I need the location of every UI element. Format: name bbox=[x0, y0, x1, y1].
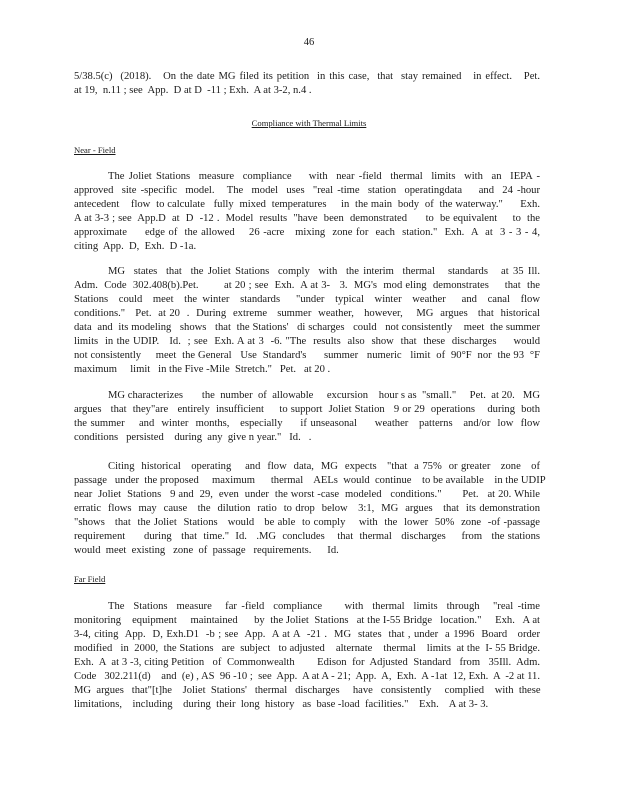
text-line: erratic flows may cause the dilution ratio to drop below 3:1, MG argues that its demonstration bbox=[74, 503, 540, 514]
text-line: data and its modeling shows that the Stations' di scharges could not consistently meet the summer bbox=[74, 322, 540, 333]
text-line: antecedent flow to calculate fully mixed temperatures in the main body of the waterway." Exh. bbox=[74, 199, 540, 210]
text-line: 3-4, citing App. D, Exh.D1 -b ; see App. A at A -21 . MG states that , under a 1996 Board order bbox=[74, 629, 540, 640]
text-line: Code 302.211(d) and (e) , AS 96 -10 ; see App. A at A - 21; App. A, Exh. A -1at 12, Exh. A -2 at 11. bbox=[74, 671, 540, 682]
text-line: MG states that the Joliet Stations comply with the interim thermal standards at 35 Ill. bbox=[108, 266, 540, 277]
intro-paragraph bbox=[74, 70, 540, 98]
text-line: The Stations measure far -field compliance with thermal limits through "real -time bbox=[108, 601, 540, 612]
text-line: at 19, n.11 ; see App. D at D -11 ; Exh. A at 3-2, n.4 . bbox=[74, 85, 312, 96]
text-line: requirement during that time." Id. .MG concludes that thermal discharges from the stations bbox=[74, 531, 540, 542]
paragraph bbox=[74, 265, 540, 377]
text-line: argues that they"are entirely insufficient to support Joliet Station 9 or 29 operations during both bbox=[74, 404, 540, 415]
text-line: passage under the proposed maximum thermal AELs would continue to be available in the UDIP bbox=[74, 475, 546, 486]
text-line: Stations could meet the winter standards "under typical winter weather and canal flow bbox=[74, 294, 540, 305]
text-line: not consistently meet the General Use Standard's summer numeric limit of 90°F nor the 93 °F bbox=[74, 350, 540, 361]
text-line: MG characterizes the number of allowable excursion hour s as "small." Pet. at 20. MG bbox=[108, 390, 540, 401]
text-line: limitations, including during their long history as base -load facilities." Exh. A at 3- 3. bbox=[74, 699, 489, 710]
text-line: maximum limit in the Five -Mile Stretch." Pet. at 20 . bbox=[74, 364, 331, 375]
near-field-heading: Near - Field bbox=[74, 145, 116, 155]
text-line: limits in the UDIP. Id. ; see Exh. A at 3 -6. "The results also show that these discharges would bbox=[74, 336, 540, 347]
paragraph bbox=[74, 170, 540, 254]
text-line: "shows that the Joliet Stations would be able to comply with the lower 50% zone -of -passage bbox=[74, 517, 540, 528]
paragraph bbox=[74, 460, 546, 558]
text-line: Exh. A at 3 -3, citing Petition of Commonwealth Edison for Adjusted Standard from 35Ill. Adm. bbox=[74, 657, 540, 668]
text-line: citing App. D, Exh. D -1a. bbox=[74, 241, 197, 252]
text-line: conditions persisted during any give n year." Id. . bbox=[74, 432, 312, 443]
text-line: near Joliet Stations 9 and 29, even under the worst -case modeled conditions." Pet. at 20. While bbox=[74, 489, 540, 500]
text-line: The Joliet Stations measure compliance with near -field thermal limits with an IEPA - bbox=[108, 171, 540, 182]
text-line: modified in 2000, the Stations are subject to adjusted alternate thermal limits at the I- 55 Bridge. bbox=[74, 643, 540, 654]
section-heading: Compliance with Thermal Limits bbox=[251, 118, 367, 128]
text-line: would meet existing zone of passage requirements. Id. bbox=[74, 545, 339, 556]
paragraph bbox=[74, 600, 540, 712]
text-line: A at 3-3 ; see App.D at D -12 . Model results "have been demonstrated to be equivalent to the bbox=[74, 213, 540, 224]
text-line: the summer and winter months, especially if unseasonal weather patterns and/or low flow bbox=[74, 418, 540, 429]
text-line: MG argues that"[t]he Joliet Stations' thermal discharges have consistently complied with these bbox=[74, 685, 541, 696]
text-line: conditions." Pet. at 20 . During extreme summer weather, however, MG argues that historical bbox=[74, 308, 540, 319]
text-line: Citing historical operating and flow data, MG expects "that a 75% or greater zone of bbox=[108, 461, 540, 472]
far-field-heading: Far Field bbox=[74, 574, 106, 584]
paragraph bbox=[74, 389, 540, 445]
text-line: 5/38.5(c) (2018). On the date MG filed its petition in this case, that stay remained in effect. Pet. bbox=[74, 71, 540, 82]
text-line: monitoring equipment maintained by the Joliet Stations at the I-55 Bridge location." Exh. A at bbox=[74, 615, 540, 626]
text-line: approved site -specific model. The model uses "real -time station operatingdata and 24 -hour bbox=[74, 185, 540, 196]
text-line: approximate edge of the allowed 26 -acre mixing zone for each station." Exh. A at 3 - 3 - 4, bbox=[74, 227, 540, 238]
text-line: Adm. Code 302.408(b).Pet. at 20 ; see Exh. A at 3- 3. MG's mod eling demonstrates that the bbox=[74, 280, 540, 291]
page-number: 46 bbox=[303, 37, 315, 48]
